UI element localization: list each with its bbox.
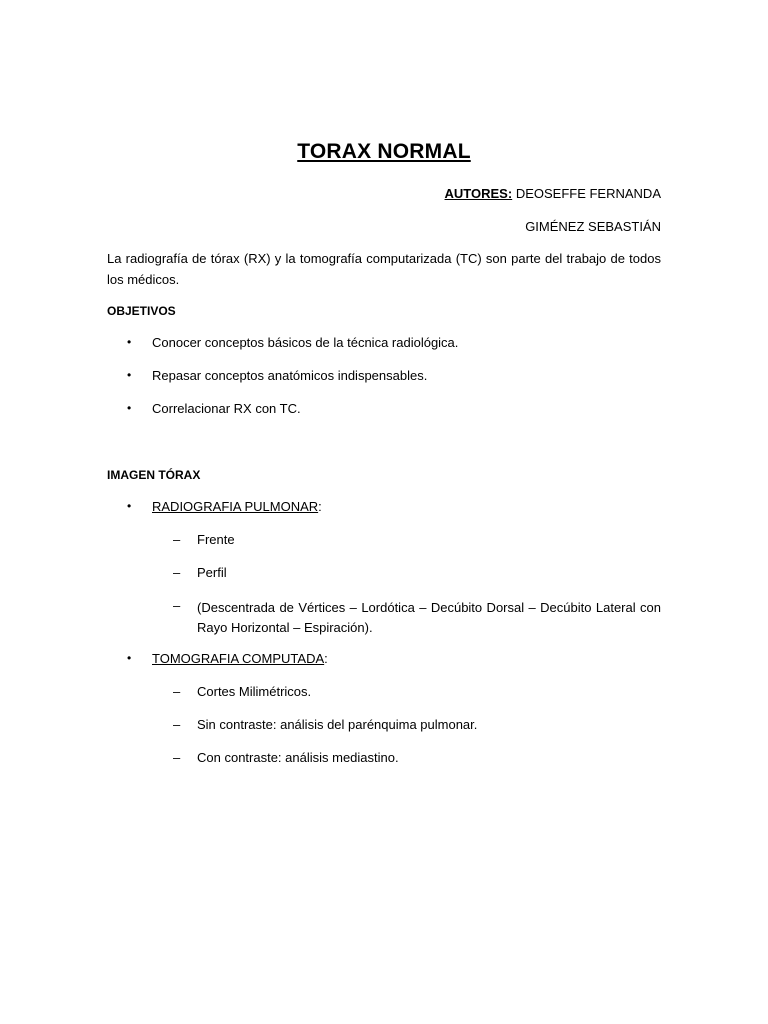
authors-line <box>445 186 661 201</box>
author-name-1: DEOSEFFE FERNANDA <box>515 186 661 201</box>
document-title: TORAX NORMAL <box>297 140 471 163</box>
bullet-icon: • <box>127 651 132 665</box>
intro-paragraph: La radiografía de tórax (RX) y la tomografía computarizada (TC) son parte del trabajo de todos los médicos. <box>107 251 661 287</box>
dash-icon: – <box>173 750 181 765</box>
radiografia-item: Perfil <box>197 565 227 580</box>
dash-icon: – <box>173 717 181 732</box>
radiografia-item: (Descentrada de Vértices – Lordótica – Decúbito Dorsal – Decúbito Lateral con Rayo Horizontal – Espiración). <box>197 600 661 635</box>
tomografia-item: Sin contraste: análisis del parénquima pulmonar. <box>197 717 478 732</box>
objetivo-item: Repasar conceptos anatómicos indispensables. <box>152 368 428 383</box>
bullet-icon: • <box>127 335 132 349</box>
bullet-icon: • <box>127 401 132 415</box>
section-label: TOMOGRAFIA COMPUTADA <box>152 651 325 666</box>
radiografia-item: Frente <box>197 532 235 547</box>
dash-icon: – <box>173 565 181 580</box>
authors-label: AUTORES: <box>444 186 513 201</box>
objetivo-item: Conocer conceptos básicos de la técnica radiológica. <box>152 335 459 350</box>
bullet-icon: • <box>127 368 132 382</box>
tomografia-item: Con contraste: análisis mediastino. <box>197 750 399 765</box>
dash-icon: – <box>173 684 181 699</box>
section-colon: : <box>318 499 322 514</box>
tomografia-item: Cortes Milimétricos. <box>197 684 312 699</box>
dash-icon: – <box>173 598 181 613</box>
imagen-heading: IMAGEN TÓRAX <box>107 468 201 482</box>
dash-icon: – <box>173 532 181 547</box>
section-colon: : <box>324 651 328 666</box>
objetivo-item: Correlacionar RX con TC. <box>152 401 301 416</box>
section-tomografia <box>152 651 328 666</box>
section-radiografia <box>152 499 322 514</box>
objetivos-heading: OBJETIVOS <box>107 304 176 318</box>
bullet-icon: • <box>127 499 132 513</box>
section-label: RADIOGRAFIA PULMONAR <box>152 499 319 514</box>
author-name-2: GIMÉNEZ SEBASTIÁN <box>525 219 661 234</box>
